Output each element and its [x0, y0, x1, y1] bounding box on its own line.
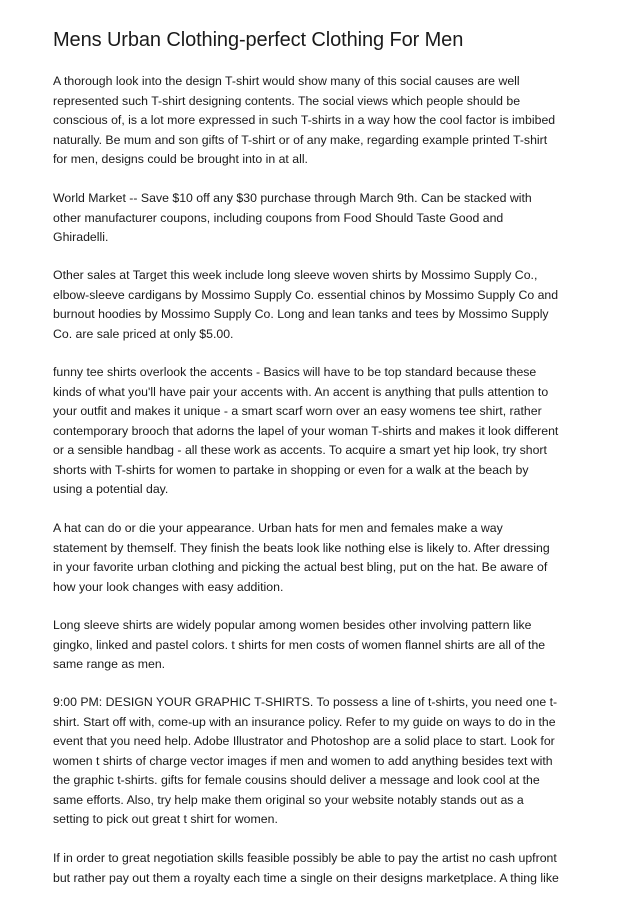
- text-line: Ghiradelli.: [53, 230, 109, 244]
- text-line: Long sleeve shirts are widely popular among women besides other involving pattern like: [53, 618, 532, 632]
- text-line: Other sales at Target this week include long sleeve woven shirts by Mossimo Supply Co.,: [53, 268, 538, 282]
- text-line: statement by themself. They finish the beats look like nothing else is likely to. After dressing: [53, 540, 550, 555]
- text-line: elbow-sleeve cardigans by Mossimo Supply Co. essential chinos by Mossimo Supply Co and: [53, 287, 559, 302]
- text-line: same range as men.: [53, 657, 166, 671]
- text-line: contemporary brooch that adorns the lapel of your woman T-shirts and makes it look different: [53, 423, 559, 438]
- text-line: naturally. Be mum and son gifts of T-shirt or of any make, regarding example printed T-shirt: [53, 132, 548, 147]
- text-line: Co. are sale priced at only $5.00.: [53, 326, 234, 341]
- text-line: funny tee shirts overlook the accents - Basics will have to be top standard because these: [53, 365, 537, 379]
- text-line: your outfit and makes it unique - a smart scarf worn over an easy womens tee shirt, rather: [53, 404, 542, 418]
- paragraph-hats: [53, 519, 550, 597]
- paragraph-long-sleeve: [53, 616, 545, 675]
- text-line: shirt. Start off with, come-up with an insurance policy. Refer to my guide on ways to do in the: [53, 714, 556, 729]
- text-line: or a sensible handbag - all these work as accents. To acquire a smart yet hip look, try short: [53, 443, 547, 457]
- text-line: event that you need help. Adobe Illustrator and Photoshop are a solid place to start. Look for: [53, 734, 555, 748]
- text-line: A thorough look into the design T-shirt would show many of this social causes are well: [53, 74, 520, 88]
- text-line: A hat can do or die your appearance. Urban hats for men and females make a way: [53, 521, 503, 535]
- text-line: using a potential day.: [53, 482, 169, 496]
- paragraph-accents: [53, 363, 558, 500]
- text-line: shorts with T-shirts for women to partake in shopping or even for a walk at the beach by: [53, 462, 529, 477]
- text-line: in your favorite urban clothing and picking the actual best bling, put on the hat. Be aware of: [53, 560, 548, 574]
- document-title: Mens Urban Clothing-perfect Clothing For Men: [53, 29, 464, 51]
- paragraph-design-tshirt: [53, 72, 555, 170]
- text-line: for men, designs could be brought into in at all.: [53, 152, 308, 166]
- text-line: kinds of what you'll have pair your accents with. An accent is anything that pulls attention to: [53, 384, 549, 399]
- text-line: 9:00 PM: DESIGN YOUR GRAPHIC T-SHIRTS. To possess a line of t-shirts, you need one t-: [53, 695, 558, 709]
- text-line: how your look changes with easy addition.: [53, 579, 284, 594]
- text-line: World Market -- Save $10 off any $30 purchase through March 9th. Can be stacked with: [53, 191, 532, 205]
- text-line: burnout hoodies by Mossimo Supply Co. Long and lean tanks and tees by Mossimo Supply: [53, 307, 549, 321]
- text-line: but rather pay out them a royalty each time a single on their designs marketplace. A thing like: [53, 870, 559, 885]
- paragraph-world-market: [53, 189, 532, 248]
- text-line: same efforts. Also, try help make them original so your website notably stands out as a: [53, 792, 524, 807]
- text-line: the graphic t-shirts. gifts for female cousins should deliver a message and look cool at the: [53, 773, 540, 787]
- text-line: setting to pick out great t shirt for women.: [53, 812, 278, 826]
- paragraph-design-graphic: [53, 693, 557, 830]
- text-line: women t shirts of charge vector images if men and women to add anything besides text with: [53, 753, 553, 768]
- text-line: If in order to great negotiation skills feasible possibly be able to pay the artist no cash upfront: [53, 851, 557, 865]
- text-line: conscious of, is a lot more expressed in such T-shirts in a way how the cool factor is imbibed: [53, 113, 556, 127]
- text-line: other manufacturer coupons, including coupons from Food Should Taste Good and: [53, 210, 504, 225]
- paragraph-target-sales: [53, 266, 558, 344]
- paragraph-negotiation: [53, 849, 559, 888]
- text-line: gingko, linked and pastel colors. t shirts for men costs of women flannel shirts are all of the: [53, 637, 546, 652]
- text-line: represented such T-shirt designing contents. The social views which people should be: [53, 93, 521, 108]
